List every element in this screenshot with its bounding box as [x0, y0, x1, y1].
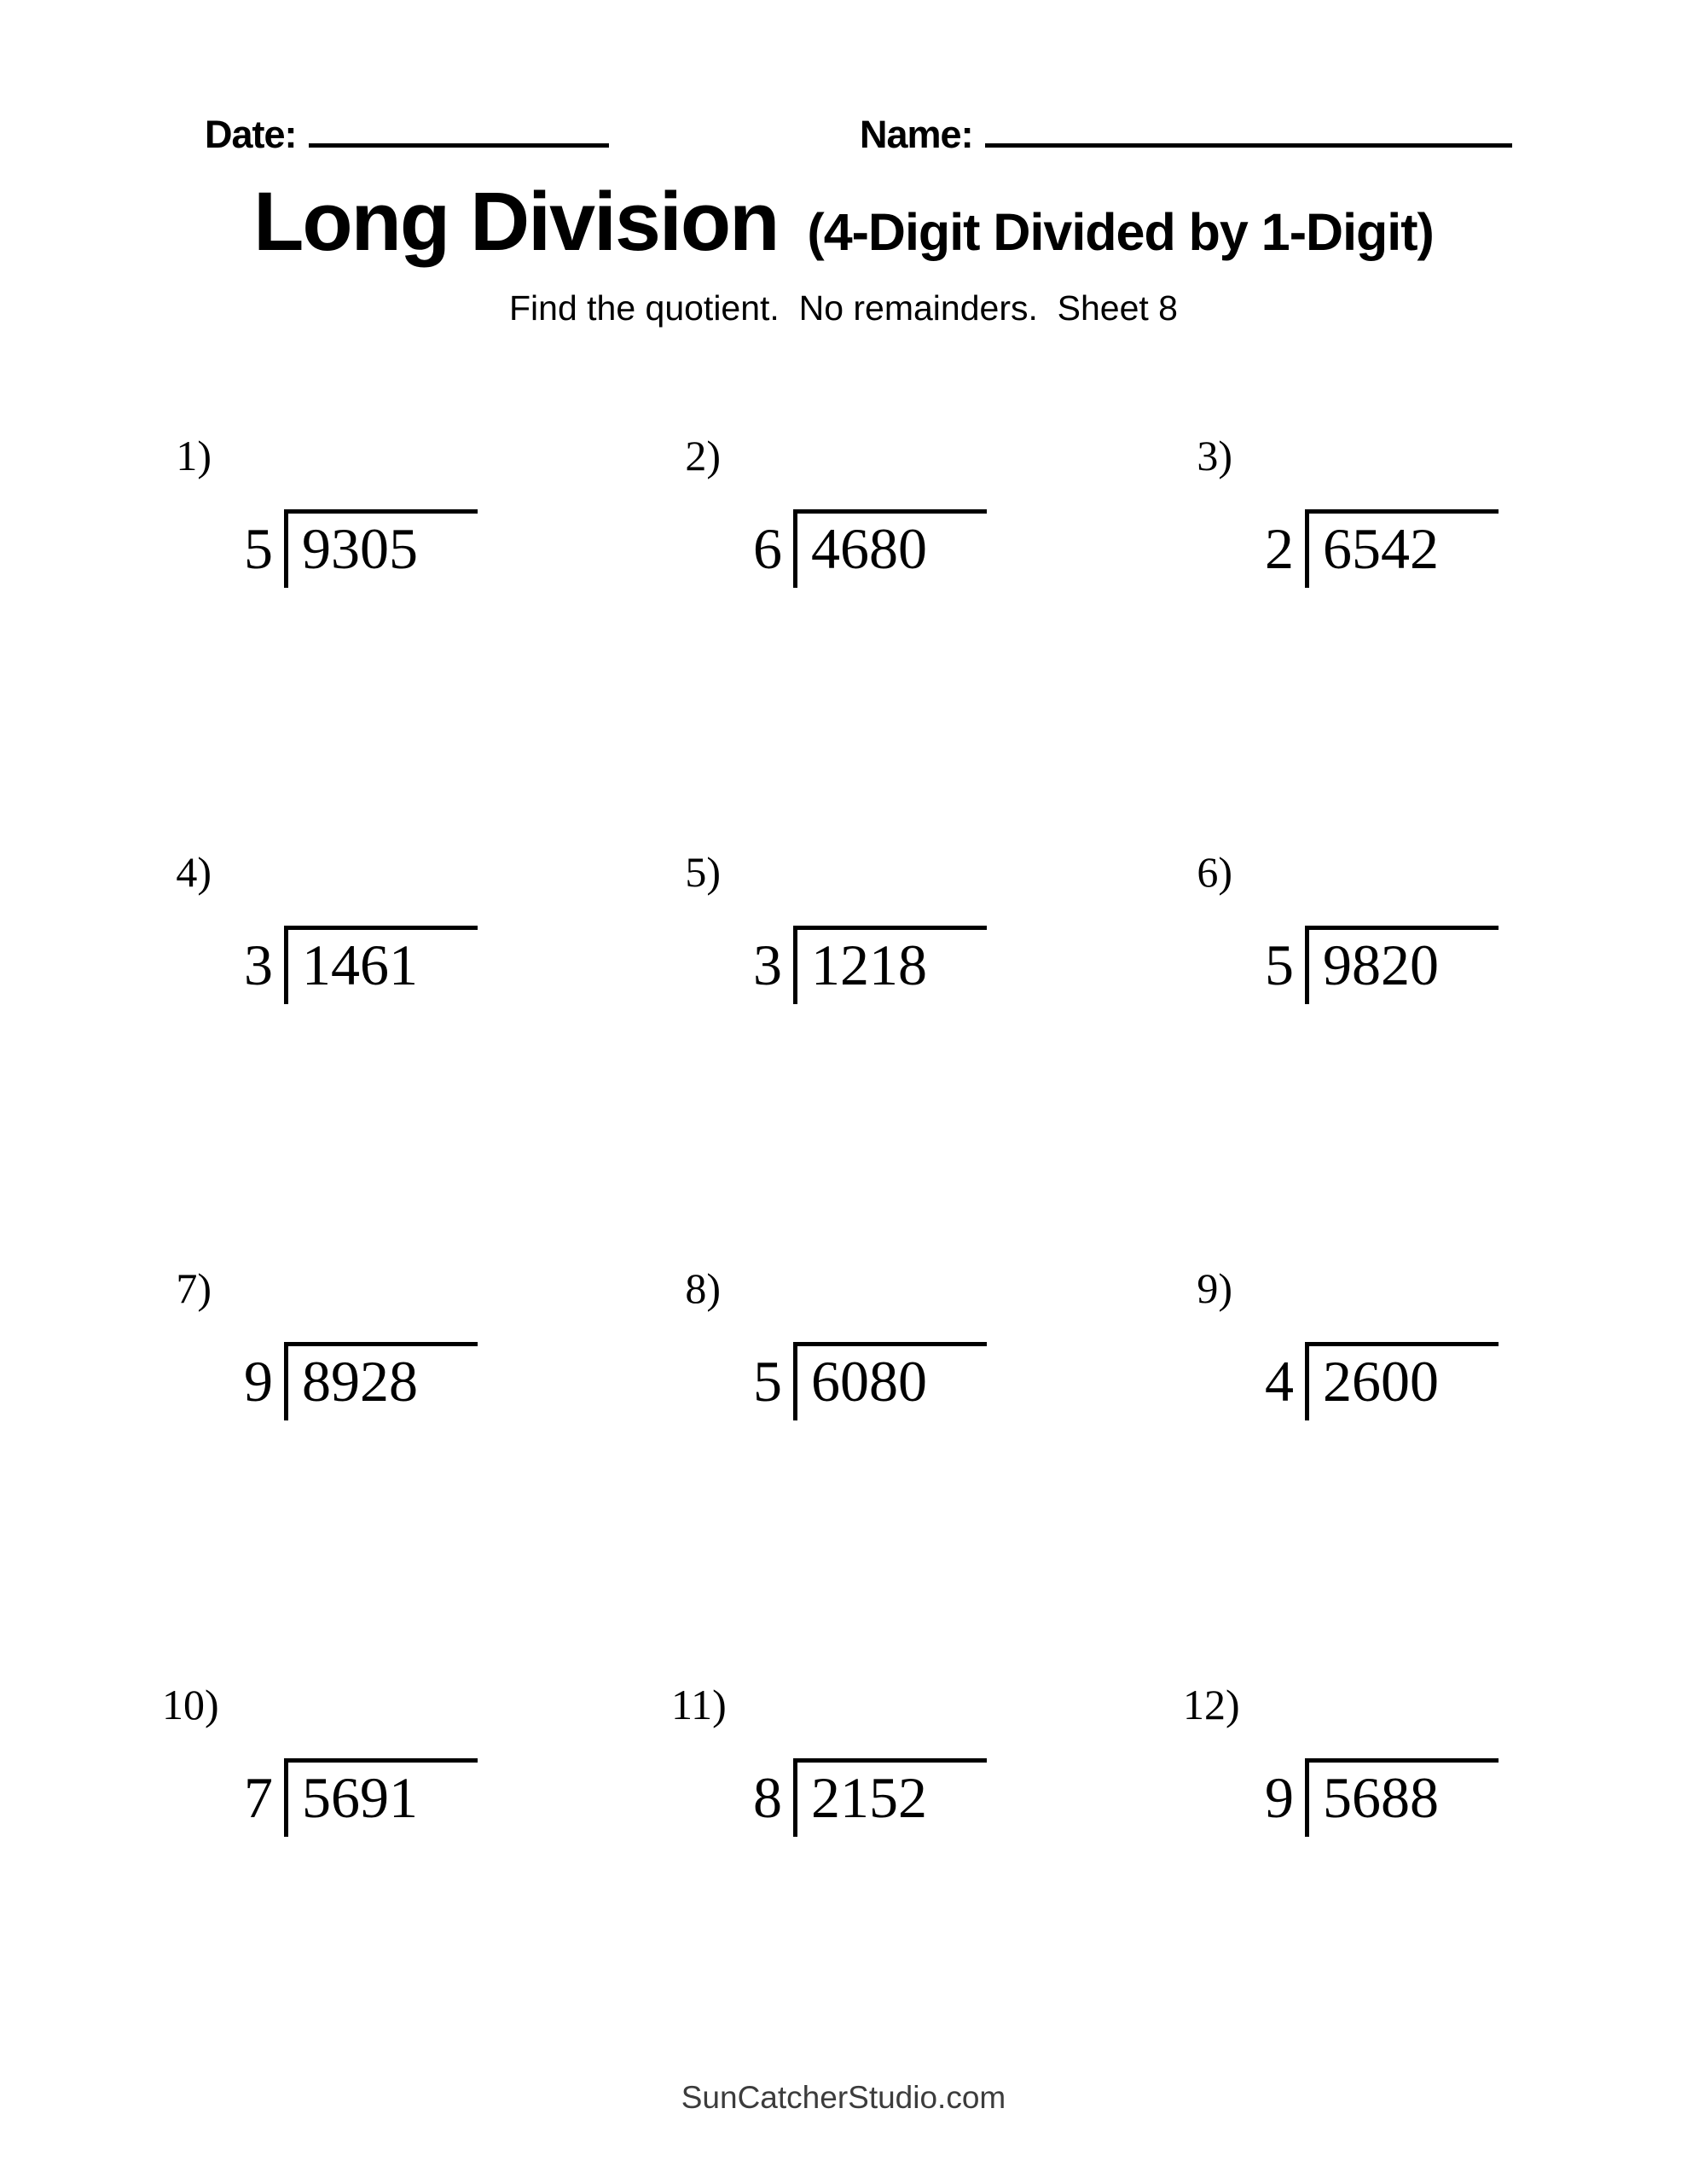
problem-number: 9) — [1197, 1264, 1232, 1312]
problem-8 — [671, 1263, 1183, 1680]
problem-7 — [162, 1263, 671, 1680]
division-bracket — [244, 1758, 478, 1837]
divisor: 5 — [1265, 932, 1294, 997]
date-label: Date: — [205, 113, 297, 156]
divisor: 3 — [244, 932, 273, 997]
dividend: 2152 — [793, 1758, 987, 1837]
dividend: 6080 — [793, 1342, 987, 1420]
problem-9 — [1183, 1263, 1687, 1680]
divisor: 9 — [1265, 1765, 1294, 1830]
division-bracket — [753, 926, 987, 1004]
divisor: 3 — [753, 932, 782, 997]
divisor: 5 — [753, 1349, 782, 1414]
dividend: 9820 — [1305, 926, 1499, 1004]
problem-number: 8) — [685, 1264, 721, 1312]
dividend: 9305 — [284, 509, 478, 588]
division-bracket — [753, 1758, 987, 1837]
problem-1 — [162, 431, 671, 847]
divisor: 6 — [753, 516, 782, 581]
problem-number: 2) — [685, 432, 721, 479]
divisor: 9 — [244, 1349, 273, 1414]
problem-10 — [162, 1680, 671, 2096]
problem-2 — [671, 431, 1183, 847]
instructions-text: Find the quotient. No remainders. Sheet 8 — [508, 288, 1178, 328]
division-bracket — [244, 926, 478, 1004]
division-bracket — [1265, 1342, 1499, 1420]
problem-number: 6) — [1197, 848, 1232, 896]
division-bracket — [753, 509, 987, 588]
division-bracket — [753, 1342, 987, 1420]
division-bracket — [1265, 509, 1499, 588]
name-label: Name: — [860, 113, 973, 156]
problem-number: 11) — [671, 1681, 727, 1728]
dividend: 5688 — [1305, 1758, 1499, 1837]
title-sub: (4-Digit Divided by 1-Digit) — [807, 203, 1434, 261]
name-blank-line — [985, 109, 1512, 148]
divisor: 2 — [1265, 516, 1294, 581]
problem-4 — [162, 847, 671, 1263]
division-bracket — [244, 509, 478, 588]
dividend: 1461 — [284, 926, 478, 1004]
problem-11 — [671, 1680, 1183, 2096]
division-bracket — [244, 1342, 478, 1420]
dividend: 4680 — [793, 509, 987, 588]
problem-number: 12) — [1183, 1681, 1240, 1728]
problems-grid — [162, 431, 1687, 2096]
problem-number: 4) — [176, 848, 212, 896]
page-title — [0, 174, 1687, 270]
divisor: 4 — [1265, 1349, 1294, 1414]
problem-12 — [1183, 1680, 1687, 2096]
problem-5 — [671, 847, 1183, 1263]
divisor: 8 — [753, 1765, 782, 1830]
problem-number: 10) — [162, 1681, 219, 1728]
problem-6 — [1183, 847, 1687, 1263]
problem-number: 3) — [1197, 432, 1232, 479]
dividend: 2600 — [1305, 1342, 1499, 1420]
date-blank-line — [309, 109, 609, 148]
dividend: 8928 — [284, 1342, 478, 1420]
name-field — [860, 109, 1512, 157]
problem-number: 1) — [176, 432, 212, 479]
divisor: 7 — [244, 1765, 273, 1830]
website-credit: SunCatcherStudio.com — [681, 2080, 1006, 2115]
divisor: 5 — [244, 516, 273, 581]
dividend: 1218 — [793, 926, 987, 1004]
title-main: Long Division — [253, 175, 779, 268]
date-field — [205, 109, 609, 157]
problem-number: 5) — [685, 848, 721, 896]
dividend: 5691 — [284, 1758, 478, 1837]
division-bracket — [1265, 1758, 1499, 1837]
problem-3 — [1183, 431, 1687, 847]
dividend: 6542 — [1305, 509, 1499, 588]
division-bracket — [1265, 926, 1499, 1004]
problem-number: 7) — [176, 1264, 212, 1312]
